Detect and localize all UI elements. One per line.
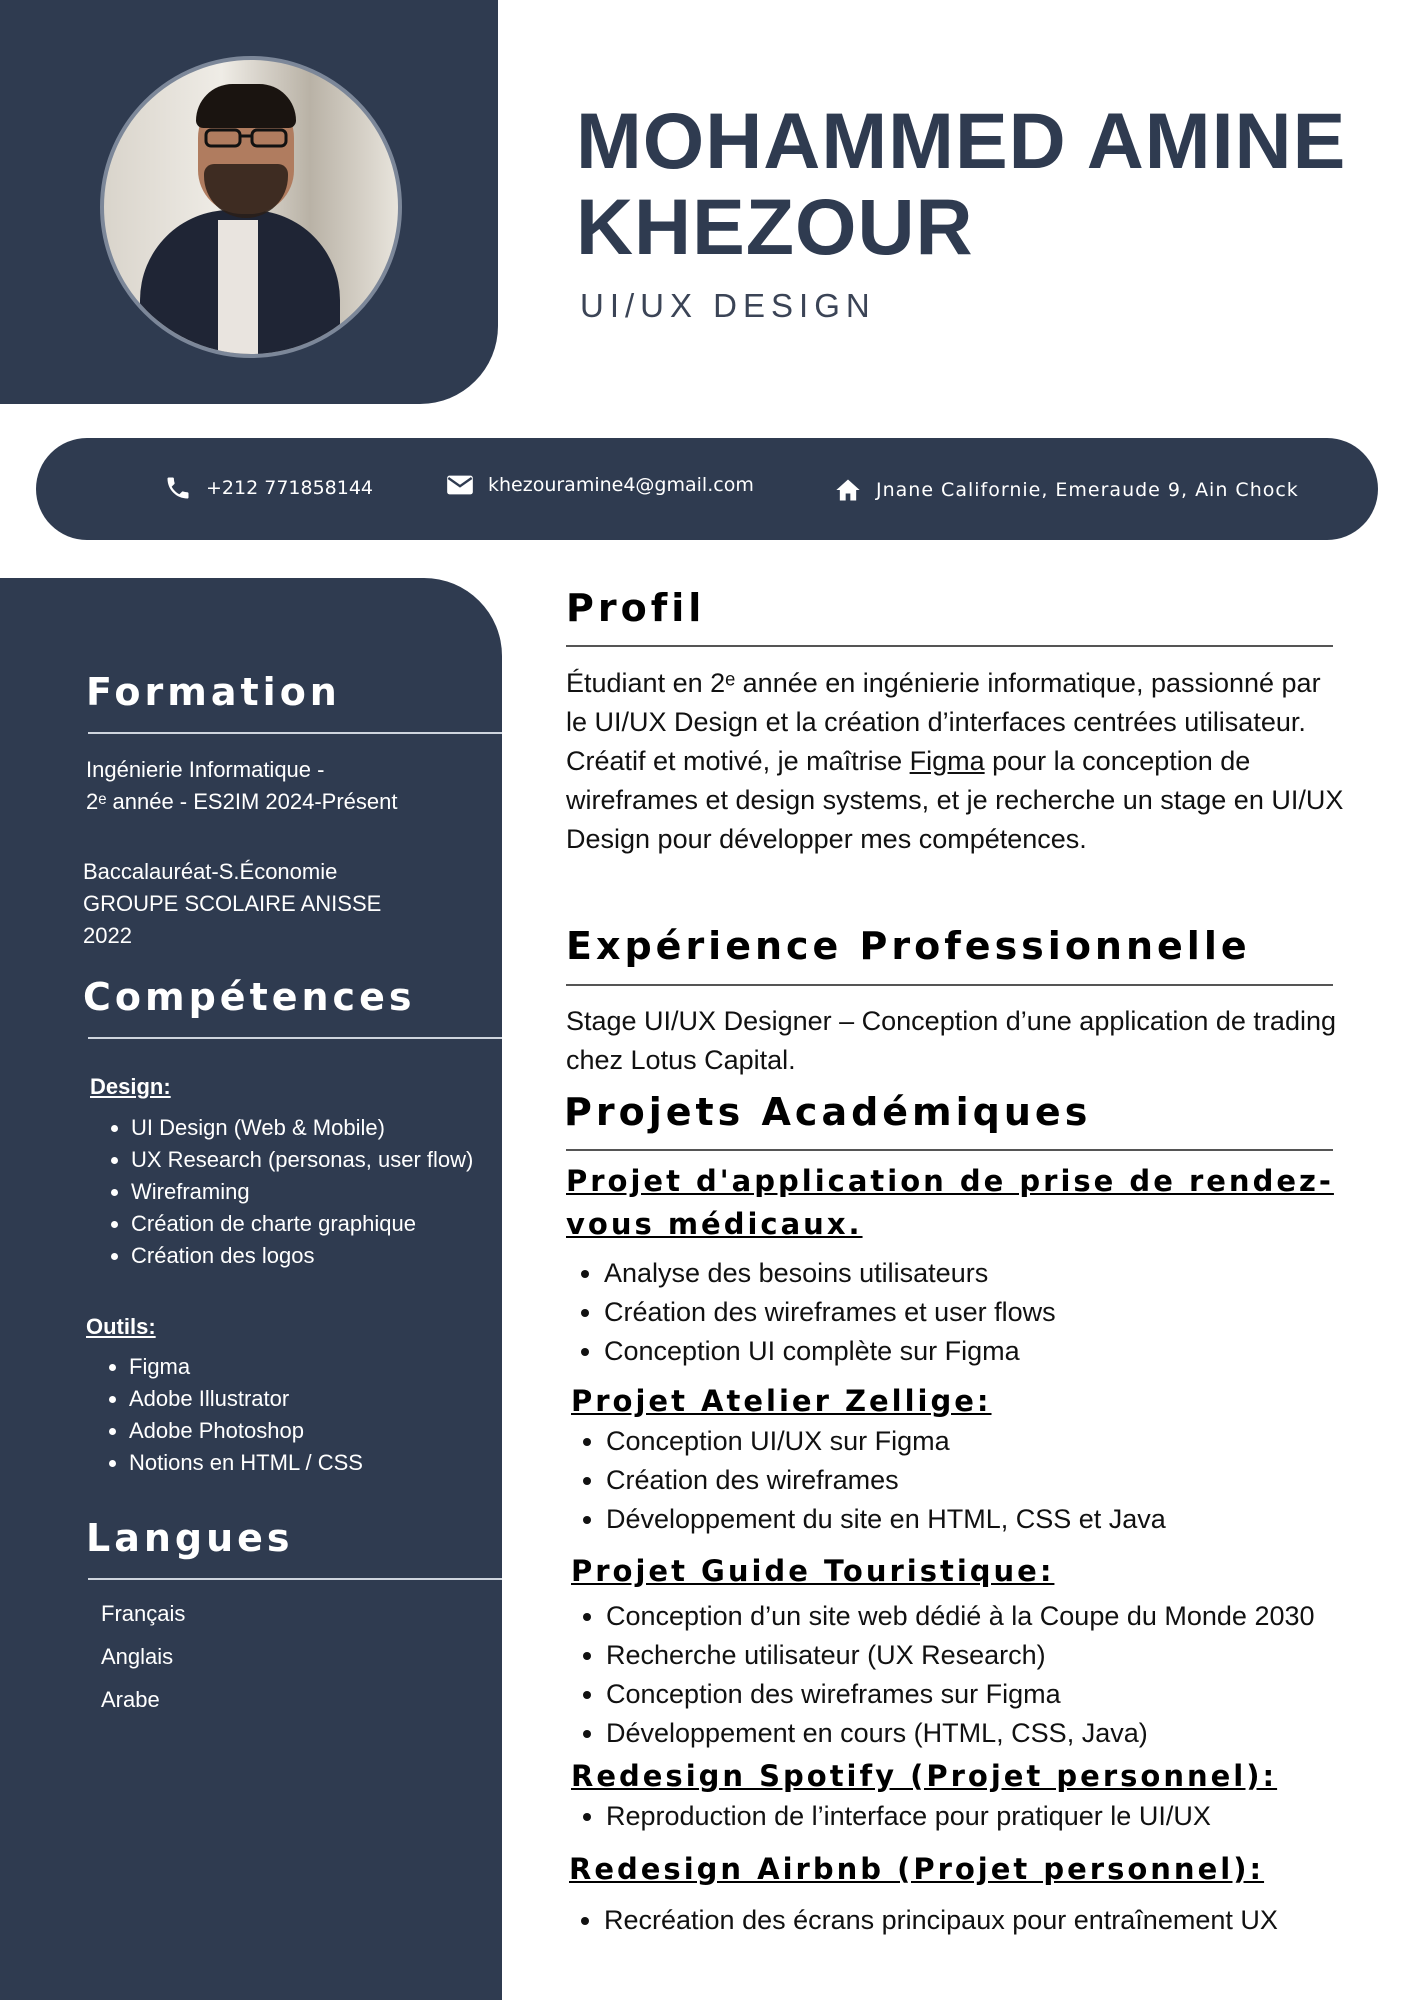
list-item: • Conception UI complète sur Figma	[604, 1332, 1056, 1371]
competences-divider	[88, 1037, 502, 1039]
profil-text-end: pour la conception de wireframes et design systems, et je recherche un stage en UI/UX Design pour développer mes compétences.	[566, 746, 1344, 854]
language-item: Français	[101, 1601, 186, 1626]
phone-icon	[164, 474, 192, 502]
avatar	[100, 56, 402, 358]
list-item: • Recréation des écrans principaux pour entraînement UX	[604, 1901, 1278, 1940]
formation-entry-2-line2: GROUPE SCOLAIRE ANISSE	[83, 891, 382, 916]
home-icon	[834, 476, 862, 504]
list-item: • Wireframing	[131, 1176, 511, 1208]
list-item: • Création des wireframes et user flows	[604, 1293, 1056, 1332]
list-item: • Développement du site en HTML, CSS et Java	[606, 1500, 1166, 1539]
competences-heading: Compétences	[83, 975, 416, 1019]
project-items	[566, 1254, 1056, 1371]
list-item: • Recherche utilisateur (UX Research)	[606, 1636, 1315, 1675]
project-items	[568, 1797, 1211, 1836]
contact-email[interactable]	[446, 474, 754, 496]
formation-entry-1-line2: 2ᵉ année - ES2IM 2024-Présent	[86, 789, 398, 814]
list-item: • Développement en cours (HTML, CSS, Java)	[606, 1714, 1315, 1753]
list-item: • Adobe Photoshop	[129, 1415, 509, 1447]
project-items	[568, 1422, 1166, 1539]
list-item: • UI Design (Web & Mobile)	[131, 1112, 511, 1144]
list-item: • Création des wireframes	[606, 1461, 1166, 1500]
project-title: Redesign Spotify (Projet personnel):	[571, 1759, 1278, 1793]
profil-heading: Profil	[566, 586, 706, 630]
langues-divider	[88, 1578, 502, 1580]
project-title: Projet d'application de prise de rendez-vous médicaux.	[566, 1164, 1334, 1241]
list-item: • Conception UI/UX sur Figma	[606, 1422, 1166, 1461]
project-items	[566, 1901, 1278, 1940]
project-title: Projet Atelier Zellige:	[571, 1384, 992, 1418]
mail-icon	[446, 474, 474, 496]
design-skills-list	[90, 1112, 511, 1272]
project-items	[568, 1597, 1315, 1753]
profil-text	[566, 664, 1346, 859]
projets-divider	[566, 1149, 1333, 1151]
header-photo-panel	[0, 0, 498, 404]
email-address: khezouramine4@gmail.com	[488, 474, 754, 496]
formation-entry-1-line1: Ingénierie Informatique -	[86, 757, 325, 782]
langues-heading: Langues	[86, 1516, 294, 1560]
formation-entry-2-line3: 2022	[83, 923, 132, 948]
formation-divider	[88, 732, 502, 734]
contact-phone[interactable]	[164, 474, 373, 502]
name-line-2: KHEZOUR	[576, 182, 974, 271]
address-text: Jnane Californie, Emeraude 9, Ain Chock	[876, 479, 1299, 501]
project-title: Projet Guide Touristique:	[571, 1554, 1055, 1588]
experience-divider	[566, 984, 1333, 986]
contact-address	[834, 476, 1299, 504]
experience-text: Stage UI/UX Designer – Conception d’une application de trading chez Lotus Capital.	[566, 1006, 1336, 1075]
contact-bar	[36, 438, 1378, 540]
design-label: Design:	[90, 1074, 171, 1099]
left-sidebar	[0, 578, 502, 2000]
projets-heading: Projets Académiques	[564, 1090, 1092, 1134]
list-item: • Conception des wireframes sur Figma	[606, 1675, 1315, 1714]
profil-text-start: Étudiant en 2ᵉ année en ingénierie informatique, passionné par le UI/UX Design et la création d’interfaces centrées utilisateur. Créatif et motivé, je maîtrise	[566, 668, 1321, 776]
job-title: UI/UX DESIGN	[580, 287, 876, 324]
formation-heading: Formation	[86, 670, 341, 714]
list-item: • Analyse des besoins utilisateurs	[604, 1254, 1056, 1293]
name-line-1: MOHAMMED AMINE	[576, 96, 1347, 185]
list-item: • Notions en HTML / CSS	[129, 1447, 509, 1479]
language-item: Arabe	[101, 1687, 160, 1712]
project-title: Redesign Airbnb (Projet personnel):	[569, 1852, 1265, 1886]
list-item: • UX Research (personas, user flow)	[131, 1144, 511, 1176]
list-item: • Figma	[129, 1351, 509, 1383]
list-item: • Reproduction de l’interface pour pratiquer le UI/UX	[606, 1797, 1211, 1836]
outils-label: Outils:	[86, 1314, 156, 1339]
formation-entry-1	[86, 754, 397, 818]
formation-entry-2	[83, 856, 381, 952]
figma-link[interactable]: Figma	[909, 746, 985, 776]
candidate-name	[576, 98, 1346, 270]
experience-heading: Expérience Professionnelle	[566, 924, 1251, 968]
language-item: Anglais	[101, 1644, 174, 1669]
tools-list	[88, 1351, 509, 1479]
formation-entry-2-line1: Baccalauréat-S.Économie	[83, 859, 338, 884]
list-item: • Adobe Illustrator	[129, 1383, 509, 1415]
phone-number: +212 771858144	[206, 477, 374, 499]
list-item: • Conception d’un site web dédié à la Coupe du Monde 2030	[606, 1597, 1315, 1636]
list-item: • Création des logos	[131, 1240, 511, 1272]
profil-divider	[566, 645, 1333, 647]
list-item: • Création de charte graphique	[131, 1208, 511, 1240]
